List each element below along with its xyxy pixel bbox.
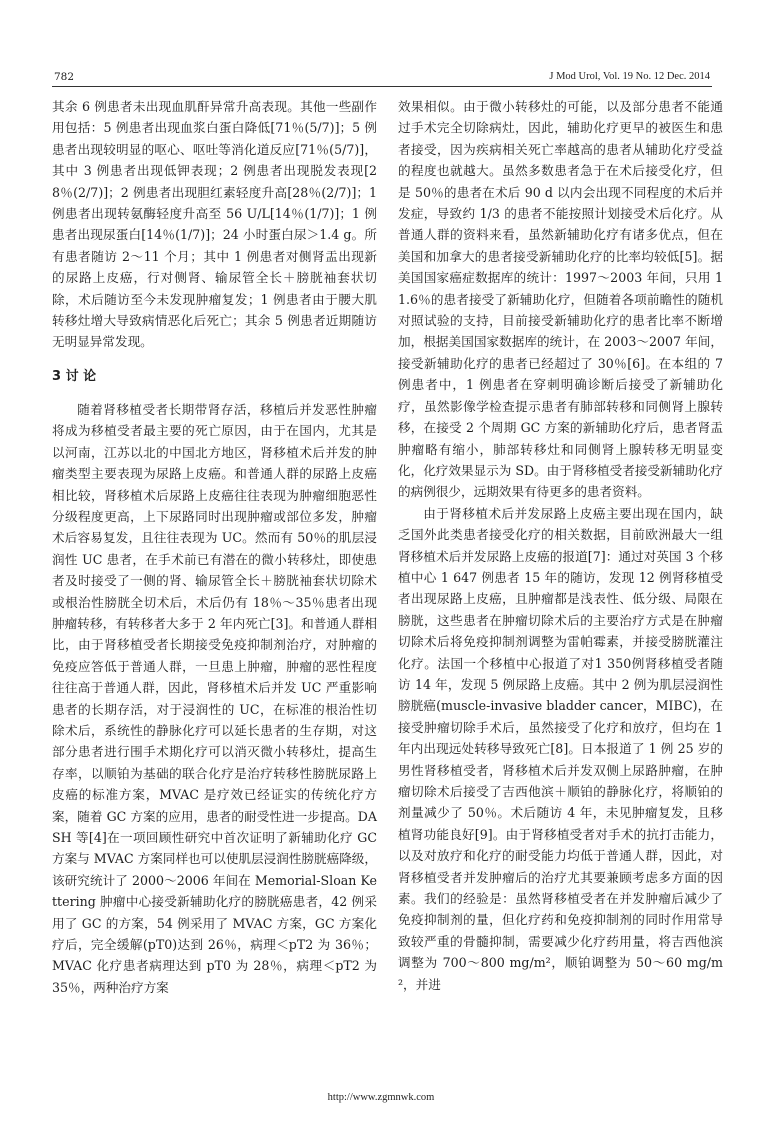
running-header xyxy=(52,68,712,87)
left-paragraph-2: 随着肾移植受者长期带肾存活，移植后并发恶性肿瘤将成为移植受者最主要的死亡原因，由于在国内，尤其是以河南，江苏以北的中国北方地区，肾移植术后并发的肿瘤类型主要表现为尿路上皮癌。和普通人群的尿路上皮癌相比较，肾移植术后尿路上皮癌往往表现为肿瘤细胞恶性分级程度更高，上下尿路同时出现肿瘤或部位多发，肿瘤术后容易复发，且往往表现为 UC。然而有 50％的肌层浸润性 UC 患者，在手术前已有潜在的微小转移灶，即使患者及时接受了一侧的肾、输尿管全长＋膀胱袖套状切除术或根治性膀胱全切术后，术后仍有 18％～35％患者出现肿瘤转移，有转移者大多于 2 年内死亡[3]。和普通人群相比，由于肾移植受者长期接受免疫抑制剂治疗，对肿瘤的免疫应答低于普通人群，一旦患上肿瘤，肿瘤的恶性程度往往高于普通人群，因此，肾移植术后并发 UC 严重影响患者的长期存活，对于浸润性的 UC，在标准的根治性切除术后，系统性的静脉化疗可以延长患者的生存期，对这部分患者进行围手术期化疗可以消灭微小转移灶，提高生存率，以顺铂为基础的联合化疗是治疗转移性膀胱尿路上皮癌的标准方案，MVAC 是疗效已经证实的传统化疗方案，随着 GC 方案的应用，患者的耐受性进一步提高。DASH 等[4]在一项回顾性研究中首次证明了新辅助化疗 GC 方案与 MVAC 方案同样也可以使肌层浸润性膀胱癌降级，该研究统计了 2000～2006 年间在 Memorial-Sloan Kettering 肿瘤中心接受新辅助化疗的膀胱癌患者，42 例采用了 GC 的方案，54 例采用了 MVAC 方案，GC 方案化疗后，完全缓解(pT0)达到 26％，病理＜pT2 为 36％；MVAC 化疗患者病理达到 pT0 为 28％，病理＜pT2 为 35％，两种治疗方案 xyxy=(52,401,377,995)
right-paragraph-2: 由于肾移植术后并发尿路上皮癌主要出现在国内，缺乏国外此类患者接受化疗的相关数据，目前欧洲最大一组肾移植术后并发尿路上皮癌的报道[7]：通过对英国 3 个移植中心 1 647 例患者 15 年的随访，发现 12 例肾移植受者出现尿路上皮癌，且肿瘤都是浅表性、低分级、局限在膀胱，这些患者在肿瘤切除术后的主要治疗方式是在肿瘤切除术后将免疫抑制剂调整为雷帕霉素，并接受膀胱灌注化疗。法国一个移植中心报道了对1 350例肾移植受者随访 14 年，发现 5 例尿路上皮癌。其中 2 例为肌层浸润性膀胱癌(muscle-invasive bladder cancer，MIBC)，在接受肿瘤切除手术后，虽然接受了化疗和放疗，但均在 1 年内出现远处转移导致死亡[8]。日本报道了 1 例 25 岁的男性肾移植受者，肾移植术后并发双侧上尿路肿瘤，在肿瘤切除术后接受了吉西他滨＋顺铂的静脉化疗，将顺铂的剂量减少了 50％。术后随访 4 年，未见肿瘤复发，且移植肾功能良好[9]。由于肾移植受者对手术的抗打击能力，以及对放疗和化疗的耐受能力均低于普通人群，因此，对肾移植受者并发肿瘤后的治疗尤其要兼顾考虑多方面的因素。我们的经验是：虽然肾移植受者在并发肿瘤后减少了免疫抑制剂的量，但化疗药和免疫抑制剂的同时作用常导致较严重的骨髓抑制，需要减少化疗药用量，将吉西他滨调整为 700～800 mg/m²，顺铂调整为 50～60 mg/m²，并进 xyxy=(398,505,723,992)
right-column xyxy=(398,96,723,995)
left-paragraph-1: 其余 6 例患者未出现血肌酐异常升高表现。其他一些副作用包括：5 例患者出现血浆白蛋白降低[71％(5/7)]；5 例患者出现较明显的呕心、呕吐等消化道反应[71％(5/7)]，其中 3 例患者出现低钾表现；2 例患者出现脱发表现[28％(2/7)]；2 例患者出现胆红素轻度升高[28％(2/7)]；1 例患者出现转氨酶轻度升高至 56 U/L[14％(1/7)]；1 例患者出现尿蛋白[14％(1/7)]；24 小时蛋白尿＞1.4 g。所有患者随访 2～11 个月；其中 1 例患者对侧肾盂出现新的尿路上皮癌，行对侧肾、输尿管全长＋膀胱袖套状切除，术后随访至今未发现肿瘤复发；1 例患者由于腰大肌转移灶增大导致病情恶化后死亡；其余 5 例患者近期随访无明显异常发现。 xyxy=(52,99,377,350)
left-column xyxy=(52,96,377,998)
right-paragraph-1: 效果相似。由于微小转移灶的可能，以及部分患者不能通过手术完全切除病灶，因此，辅助化疗更早的被医生和患者接受，因为疾病相关死亡率越高的患者从辅助化疗受益的程度也就越大。虽然多数患者急于在术后接受化疗，但是 50％的患者在术后 90 d 以内会出现不同程度的术后并发症，导致约 1/3 的患者不能按照计划接受术后化疗。从普通人群的资料来看，虽然新辅助化疗有诸多优点，但在美国和加拿大的患者接受新辅助化疗的比率均较低[5]。据美国国家癌症数据库的统计：1997～2003 年间，只用 11.6％的患者接受了新辅助化疗，但随着各项前瞻性的随机对照试验的支持，目前接受新辅助化疗的患者比率不断增加，根据美国国家数据库的统计，在 2003～2007 年间，接受新辅助化疗的患者已经超过了 30％[6]。在本组的 7 例患者中，1 例患者在穿刺明确诊断后接受了新辅助化疗，虽然影像学检查提示患者有肺部转移和同侧肾上腺转移，在接受 2 个周期 GC 方案的新辅助化疗后，患者肾盂肿瘤略有缩小，肺部转移灶和同侧肾上腺转移无明显变化，化疗效果显示为 SD。由于肾移植受者接受新辅助化疗的病例很少，远期效果有待更多的患者资料。 xyxy=(398,99,723,500)
journal-citation: J Mod Urol, Vol. 19 No. 12 Dec. 2014 xyxy=(549,71,710,82)
page-number: 782 xyxy=(54,71,75,83)
footer-url[interactable]: http://www.zgmnwk.com xyxy=(327,1092,435,1103)
section-heading: 3 讨 论 xyxy=(52,368,97,384)
